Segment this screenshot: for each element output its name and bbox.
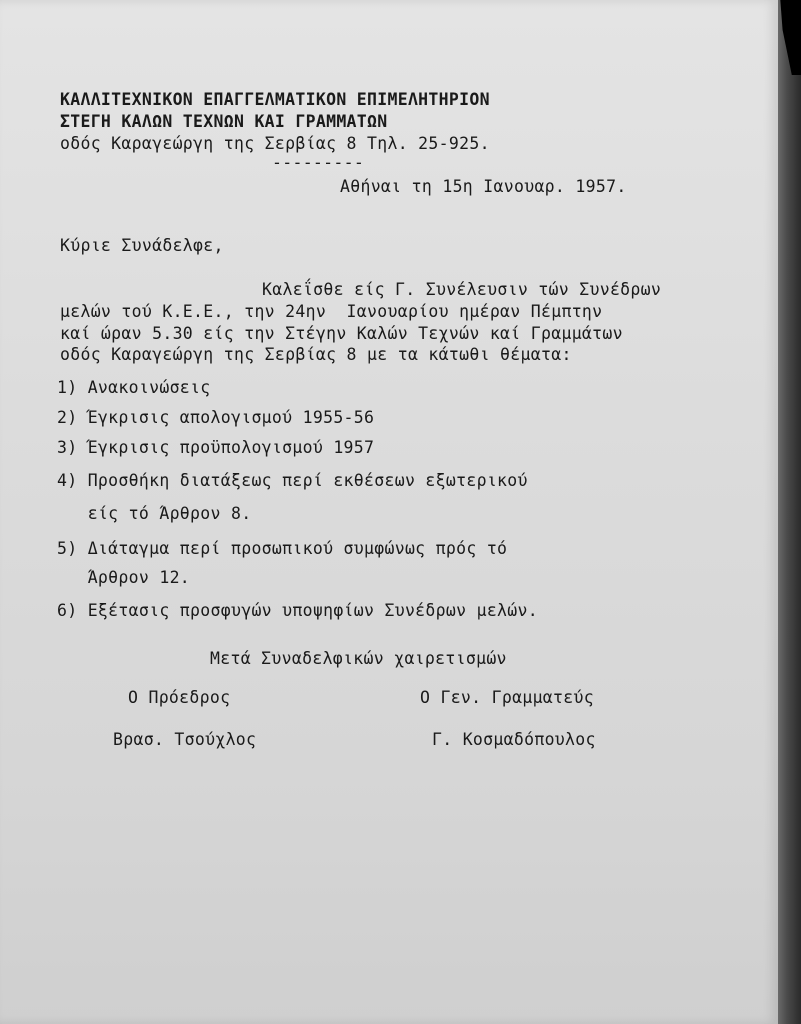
secretary-name: Γ. Κοσμαδόπουλος — [432, 730, 596, 749]
agenda-item: 5) Διάταγμα περί προσωπικού συμφώνως πρός τό — [57, 539, 508, 558]
agenda-item: 2) Έγκρισις απολογισμού 1955-56 — [57, 408, 375, 427]
header-separator: --------- — [272, 153, 365, 172]
body-line-1: Καλεΐσθε είς Γ. Συνέλευσιν τών Συνέδρων — [262, 280, 662, 299]
agenda-item: 4) Προσθήκη διατάξεως περί εκθέσεων εξωτερικού — [57, 471, 528, 490]
body-line-4: οδός Καραγεώργη της Σερβίας 8 με τα κάτωθι θέματα: — [60, 345, 572, 364]
document-date: Αθήναι τη 15η Ιανουαρ. 1957. — [340, 177, 627, 196]
agenda-item-continuation: Άρθρον 12. — [57, 568, 191, 587]
header-address: οδός Καραγεώργη της Σερβίας 8 Τηλ. 25-925. — [60, 134, 490, 153]
body-line-2: μελών τού Κ.Ε.Ε., την 24ην Ιανουαρίου ημέραν Πέμπτην — [60, 302, 603, 321]
president-name: Βρασ. Τσούχλος — [113, 730, 257, 749]
agenda-item: 1) Ανακοινώσεις — [57, 378, 211, 397]
body-line-3: καί ώραν 5.30 είς την Στέγην Καλών Τεχνών καί Γραμμάτων — [60, 324, 623, 343]
header-organization-name: ΚΑΛΛΙΤΕΧΝΙΚΟΝ ΕΠΑΓΓΕΛΜΑΤΙΚΟΝ ΕΠΙΜΕΛΗΤΗΡΙΟΝ — [60, 90, 490, 109]
agenda-item-continuation: είς τό Άρθρον 8. — [57, 504, 252, 523]
scan-edge — [778, 0, 801, 1024]
salutation: Κύριε Συνάδελφε, — [60, 236, 224, 255]
president-title: Ο Πρόεδρος — [128, 688, 231, 707]
header-venue: ΣΤΕΓΗ ΚΑΛΩΝ ΤΕΧΝΩΝ ΚΑΙ ΓΡΑΜΜΑΤΩΝ — [60, 112, 388, 131]
closing-greeting: Μετά Συναδελφικών χαιρετισμών — [210, 649, 507, 668]
agenda-item: 6) Εξέτασις προσφυγών υποψηφίων Συνέδρων μελών. — [57, 601, 538, 620]
agenda-item: 3) Έγκρισις προϋπολογισμού 1957 — [57, 438, 375, 457]
secretary-title: Ο Γεν. Γραμματεύς — [420, 688, 594, 707]
